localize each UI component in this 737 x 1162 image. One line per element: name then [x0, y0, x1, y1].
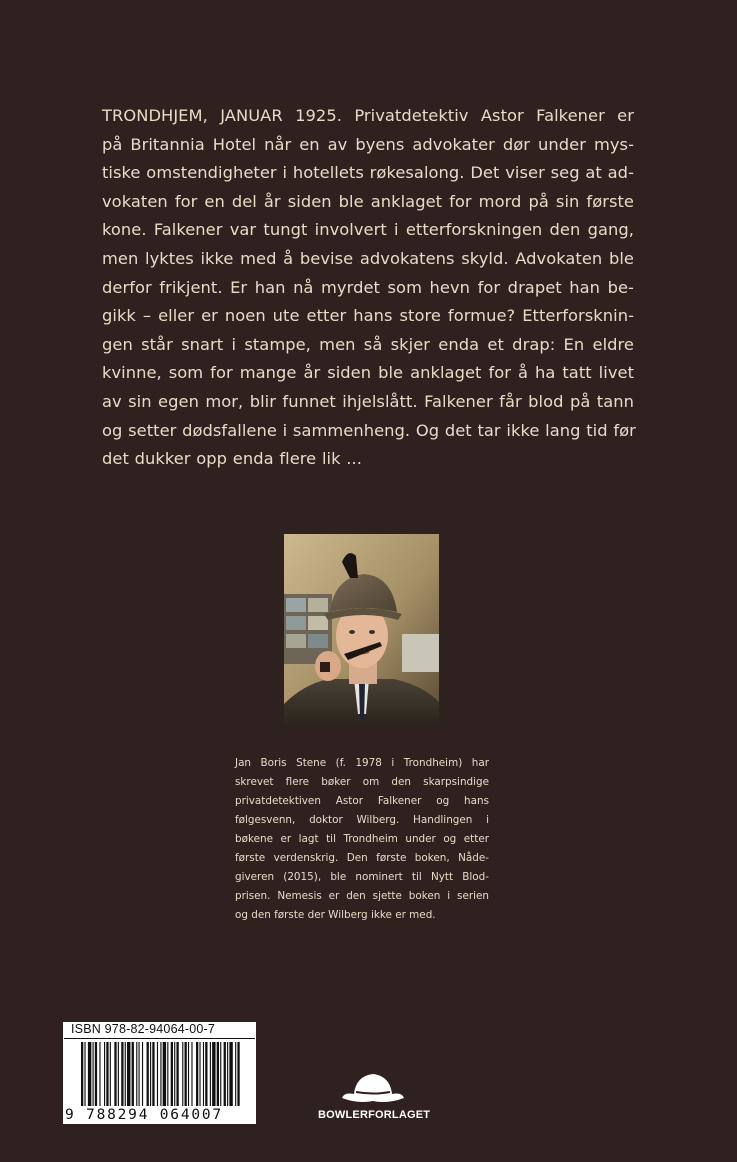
publisher-name: BOWLERFORLAGET	[318, 1109, 431, 1121]
barcode-bar	[121, 1042, 123, 1106]
barcode-bar	[106, 1042, 108, 1106]
bio-line: følgesvenn, doktor Wilberg. Handlingen i	[235, 814, 489, 826]
barcode-bar	[93, 1042, 94, 1106]
blurb-line: og setter dødsfallene i sammenheng. Og det tar ikke lang tid før	[102, 420, 636, 440]
barcode-bar	[81, 1042, 83, 1106]
bio-line: skrevet flere bøker om den skarpsindige	[235, 776, 489, 788]
bio-line: privatdetektiven Astor Falkener og hans	[235, 795, 489, 807]
bio-line: giveren (2015), ble nominert til Nytt Blod-	[235, 871, 489, 883]
barcode-bar	[139, 1042, 140, 1106]
barcode-bar	[152, 1042, 154, 1106]
barcode-bar	[188, 1042, 189, 1106]
barcode-digits: 9 788294 064007	[65, 1107, 223, 1123]
barcode-bar	[203, 1042, 204, 1106]
barcode-bar	[167, 1042, 168, 1106]
barcode-bar	[99, 1042, 100, 1106]
barcode-bar	[196, 1042, 198, 1106]
blurb-line: tiske omstendigheter i hotellets røkesalong. Det viser seg at ad-	[102, 163, 634, 183]
barcode-bar	[147, 1042, 149, 1106]
barcode-bar	[88, 1042, 91, 1106]
barcode-bar	[142, 1042, 143, 1106]
barcode-bar	[118, 1042, 119, 1106]
blurb-line: TRONDHJEM, JANUAR 1925. Privatdetektiv Astor Falkener er	[102, 106, 634, 125]
barcode-bar	[114, 1042, 116, 1106]
bio-line: første verdenskrig. Den første boken, Nåde-	[235, 852, 489, 864]
barcode-bar	[127, 1042, 130, 1106]
publisher-logo	[318, 1070, 431, 1130]
blurb-line: vokaten for en del år siden ble anklaget for mord på sin første	[102, 191, 634, 211]
barcode-bar	[157, 1042, 158, 1106]
barcode-bar	[217, 1042, 219, 1106]
bio-line: Jan Boris Stene (f. 1978 i Trondheim) har	[235, 757, 489, 769]
barcode-bar	[205, 1042, 207, 1106]
barcode-bar	[185, 1042, 187, 1106]
barcode-bar	[220, 1042, 221, 1106]
barcode-bar	[229, 1042, 232, 1106]
barcode-bar	[104, 1042, 105, 1106]
barcode-bar	[235, 1042, 236, 1106]
barcode-bar	[95, 1042, 97, 1106]
barcode-bar	[110, 1042, 111, 1106]
blurb-line: gen står snart i stampe, men så skjer enda et drap: En eldre	[102, 334, 634, 354]
bio-line: prisen. Nemesis er den sjette boken i serien	[235, 890, 489, 902]
barcode-bar	[224, 1042, 226, 1106]
bowler-hat-icon	[338, 1070, 408, 1104]
barcode-bar	[174, 1042, 175, 1106]
barcode-bar	[182, 1042, 183, 1106]
bio-line: bøkene er lagt til Trondheim under og etter	[235, 833, 489, 845]
barcode-bar	[176, 1042, 178, 1106]
barcode-bar	[132, 1042, 134, 1106]
isbn-barcode	[63, 1022, 256, 1124]
blurb-line: kone. Falkener var tungt involvert i etterforskningen den gang,	[102, 220, 634, 240]
barcode-bar	[163, 1042, 166, 1106]
author-bio	[235, 754, 489, 925]
barcode-bar	[191, 1042, 192, 1106]
barcode-bar	[212, 1042, 215, 1106]
blurb-line: gikk – eller er noen ute etter hans store formue? Etterforsknin-	[102, 306, 634, 326]
blurb-line: av sin egen mor, blir funnet ihjelslått. Falkener får blod på tann	[102, 391, 634, 411]
barcode-bar	[136, 1042, 137, 1106]
barcode-bar	[237, 1042, 239, 1106]
author-photo	[284, 534, 439, 725]
blurb-line: derfor frikjent. Er han nå myrdet som hevn for drapet han be-	[102, 277, 634, 297]
barcode-bar	[160, 1042, 161, 1106]
barcode-top-rule	[64, 1038, 255, 1039]
back-cover-blurb	[102, 102, 634, 474]
isbn-label: ISBN 978-82-94064-00-7	[71, 1022, 216, 1036]
barcode-bar	[210, 1042, 211, 1106]
barcode-bar	[84, 1042, 85, 1106]
barcode-bar	[171, 1042, 173, 1106]
blurb-line: kvinne, som for mange år siden ble anklaget for å ha tatt livet	[102, 363, 634, 383]
barcode-bar	[227, 1042, 228, 1106]
blurb-line: det dukker opp enda flere lik ...	[102, 449, 362, 469]
barcode-bar	[150, 1042, 151, 1106]
barcode-bar	[125, 1042, 126, 1106]
barcode-bar	[199, 1042, 200, 1106]
blurb-line: på Britannia Hotel når en av byens advokater dør under mys-	[102, 134, 634, 154]
blurb-line: men lyktes ikke med å bevise advokatens skyld. Advokaten ble	[102, 248, 634, 268]
bio-line: og den første der Wilberg ikke er med.	[235, 909, 436, 921]
